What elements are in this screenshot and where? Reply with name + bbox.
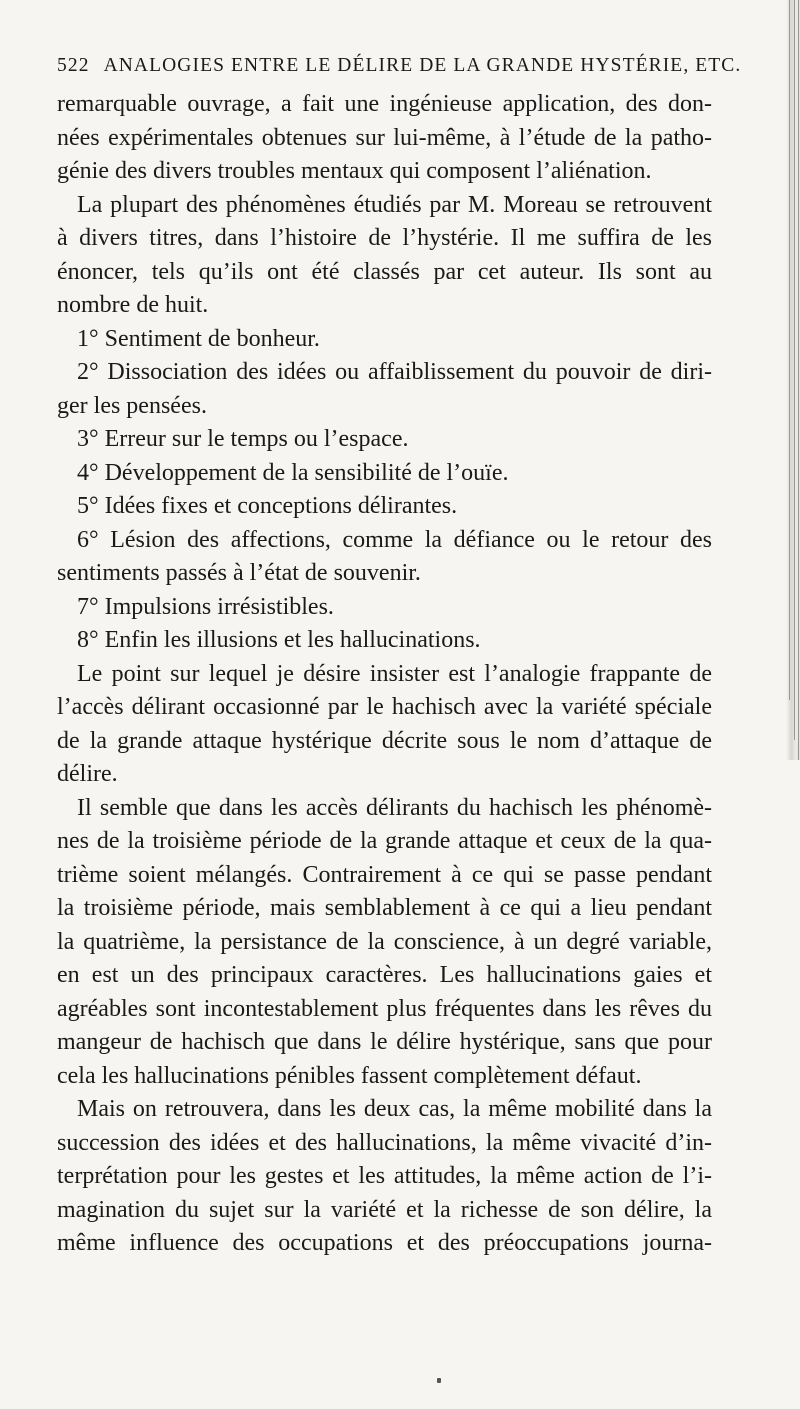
text-line: en est un des principaux caractères. Les hallucinations gaies et xyxy=(57,962,712,988)
text-line: agréables sont incontestablement plus fréquentes dans les rêves du xyxy=(57,995,712,1022)
text-line: nées expérimentales obtenues sur lui-même, à l’étude de la patho- xyxy=(57,124,712,151)
list-item: 4° Développement de la sensibilité de l’ouïe. xyxy=(77,459,509,486)
running-header xyxy=(57,55,742,77)
list-item: 3° Erreur sur le temps ou l’espace. xyxy=(77,426,409,452)
running-title: ANALOGIES ENTRE LE DÉLIRE DE LA GRANDE HYSTÉRIE, ETC. xyxy=(103,55,742,76)
text-line: de la grande attaque hystérique décrite sous le nom d’attaque de xyxy=(57,727,712,754)
page-edge-shadow xyxy=(786,0,800,760)
text-line: la troisième période, mais semblablement à ce qui a lieu pendant xyxy=(57,895,712,921)
text-line: trième soient mélangés. Contrairement à ce qui se passe pendant xyxy=(57,861,712,888)
text-line: énoncer, tels qu’ils ont été classés par cet auteur. Ils sont au xyxy=(57,258,712,285)
text-line: Mais on retrouvera, dans les deux cas, la même mobilité dans la xyxy=(77,1096,712,1122)
list-item: 5° Idées fixes et conceptions délirantes. xyxy=(77,493,458,519)
text-line: l’accès délirant occasionné par le hachisch avec la variété spéciale xyxy=(57,694,712,720)
list-item: 7° Impulsions irrésistibles. xyxy=(77,593,334,620)
text-line: succession des idées et des hallucinations, la même vivacité d’in- xyxy=(57,1129,712,1156)
text-line: magination du sujet sur la variété et la richesse de son délire, la xyxy=(57,1196,712,1223)
body-text xyxy=(57,88,712,1261)
list-item: 8° Enfin les illusions et les hallucinations. xyxy=(77,627,481,653)
text-line: cela les hallucinations pénibles fassent complètement défaut. xyxy=(57,1062,642,1089)
text-line: Il semble que dans les accès délirants du hachisch les phénomè- xyxy=(77,794,712,821)
text-line: mangeur de hachisch que dans le délire hystérique, sans que pour xyxy=(57,1029,712,1055)
text-line: nombre de huit. xyxy=(57,292,209,318)
list-item: 2° Dissociation des idées ou affaiblissement du pouvoir de diri- xyxy=(77,359,712,385)
text-line: à divers titres, dans l’histoire de l’hystérie. Il me suffira de les xyxy=(57,225,712,251)
list-item: 6° Lésion des affections, comme la défiance ou le retour des xyxy=(77,526,712,553)
text-line: Le point sur lequel je désire insister est l’analogie frappante de xyxy=(77,660,712,687)
text-line: terprétation pour les gestes et les attitudes, la même action de l’i- xyxy=(57,1163,712,1189)
text-line: La plupart des phénomènes étudiés par M. Moreau se retrouvent xyxy=(77,191,712,218)
text-line: nes de la troisième période de la grande attaque et ceux de la qua- xyxy=(57,828,712,854)
text-line: même influence des occupations et des préoccupations journa- xyxy=(57,1230,712,1256)
text-line: génie des divers troubles mentaux qui composent l’aliénation. xyxy=(57,158,652,184)
ink-speck xyxy=(437,1378,441,1383)
text-line: remarquable ouvrage, a fait une ingénieuse application, des don- xyxy=(57,91,712,117)
text-line: la quatrième, la persistance de la conscience, à un degré variable, xyxy=(57,928,712,955)
list-item: 1° Sentiment de bonheur. xyxy=(77,325,320,352)
text-line: sentiments passés à l’état de souvenir. xyxy=(57,560,421,586)
text-line: ger les pensées. xyxy=(57,392,207,419)
text-line: délire. xyxy=(57,761,118,787)
page-number: 522 xyxy=(57,55,90,76)
